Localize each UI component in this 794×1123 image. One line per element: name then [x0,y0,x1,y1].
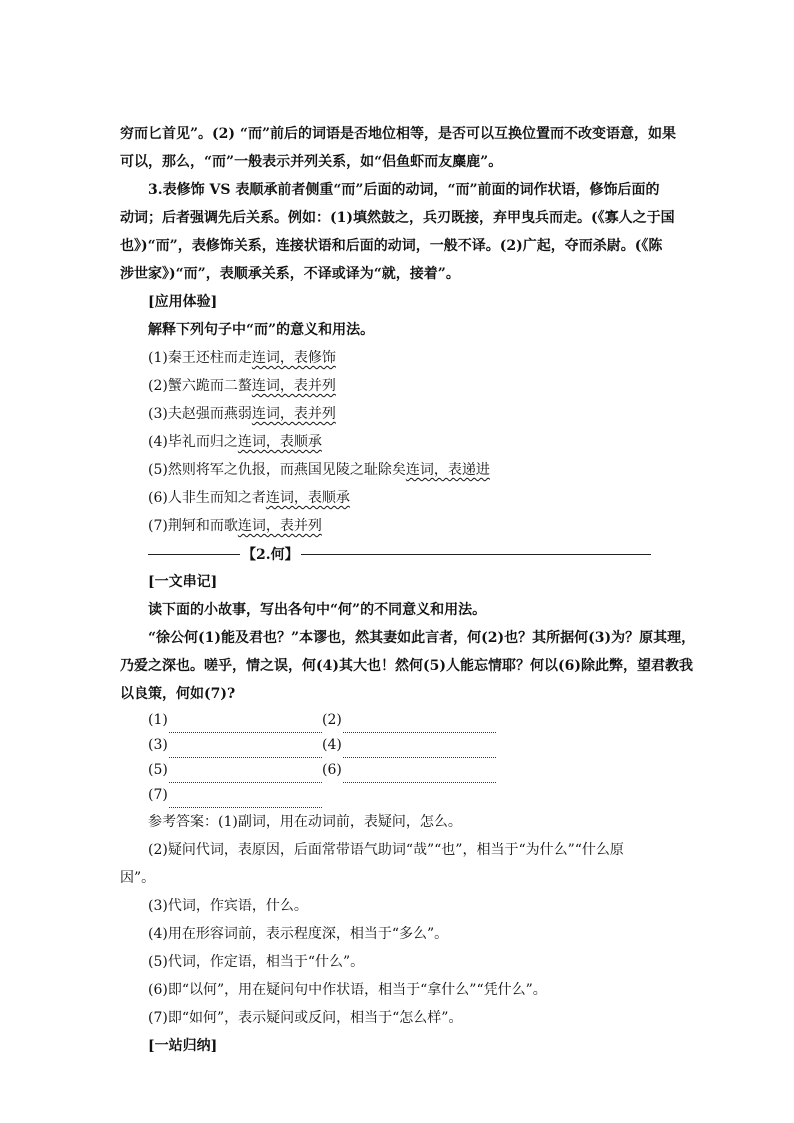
paragraph-line: 动词；后者强调先后关系。例如：(1)填然鼓之，兵刃既接，弃甲曳兵而走。(《寡人之于国 [120,210,675,226]
blank-number: (5) [148,762,168,778]
blank-line [343,715,496,733]
paragraph-line: 可以，那么，“而”一般表示并列关系，如“侣鱼虾而友麋鹿”。 [120,154,503,170]
divider-rule [148,554,240,555]
answer-blanks-row [120,733,676,758]
blank-number: (2) [322,712,342,728]
answer-blank[interactable] [148,758,322,783]
paragraph-line: 穷而匕首见”。(2) “而”前后的词语是否地位相等，是否可以互换位置而不改变语意，如果 [120,126,677,142]
section-divider [120,540,676,568]
blank-number: (7) [148,787,168,803]
answer-text: 连词，表顺承 [265,490,350,506]
story-line: “徐公何(1)能及君也？”本谬也，然其妻如此言者，何(2)也？其所据何(3)为？原其理， [148,630,696,646]
question-text: (5)然则将军之仇报，而燕国见陵之耻除矣 [148,462,406,478]
answer-text: 连词，表递进 [405,462,490,478]
question-text: (2)蟹六跪而二螯 [148,378,252,394]
question-text: (7)荆轲和而歌 [148,518,238,534]
answer-blanks-row [120,708,676,733]
answer-text: 连词，表修饰 [251,350,336,366]
blank-number: (1) [148,712,168,728]
reference-answer: (2)疑问代词，表原因，后面常带语气助词“哉”“也”，相当于“为什么”“什么原 [148,842,624,858]
reference-answer: (3)代词，作宾语，什么。 [148,898,308,914]
exercise-item [120,372,676,400]
blank-number: (3) [148,737,168,753]
paragraph-line: 涉世家》)“而”，表顺承关系，不译或译为“就，接着”。 [120,266,460,282]
answer-text: 连词，表并列 [251,406,336,422]
instruction-text: 解释下列句子中“而”的意义和用法。 [148,322,375,338]
blank-number: (6) [322,762,342,778]
blank-number: (4) [322,737,342,753]
reference-answer: (5)代词，作定语，相当于“什么”。 [148,954,365,970]
question-text: (3)夫赵强而燕弱 [148,406,252,422]
document-content [120,120,696,1060]
blank-line [343,740,496,758]
instruction-text: 读下面的小故事，写出各句中“何”的不同意义和用法。 [148,602,487,618]
divider-rule [301,554,651,555]
blank-line [343,765,496,783]
reference-answer: (7)即“如何”，表示疑问或反问，相当于“怎么样”。 [148,1010,463,1026]
exercise-item [120,344,676,372]
question-text: (1)秦王还柱而走 [148,350,252,366]
reference-answer: (6)即“以何”，用在疑问句中作状语，相当于“拿什么”“凭什么”。 [148,982,547,998]
answer-blanks-row [120,758,676,783]
blank-line [169,715,322,733]
answer-text: 连词，表并列 [251,378,336,394]
answer-blank[interactable] [148,733,322,758]
blank-line [169,765,322,783]
section-heading-summary: [一站归纳] [148,1038,218,1054]
section-heading-application: [应用体验] [148,294,218,310]
answer-blank[interactable] [322,733,496,758]
exercise-item [120,428,676,456]
answer-blanks-row [120,783,676,808]
story-line: 以良策，何如(7)? [120,686,236,702]
section-title: 【2.何】 [242,547,299,563]
story-line: 乃爱之深也。嗟乎，情之误，何(4)其大也！然何(5)人能忘情耶？何以(6)除此弊，望君教我 [120,658,693,674]
question-text: (6)人非生而知之者 [148,490,266,506]
exercise-item [120,400,676,428]
answer-text: 连词，表顺承 [237,434,322,450]
reference-answer: (4)用在形容词前，表示程度深，相当于“多么”。 [148,926,449,942]
exercise-item [120,484,676,512]
answer-blank[interactable] [148,708,322,733]
answer-blank[interactable] [322,758,496,783]
answer-blank[interactable] [322,708,496,733]
answer-text: 连词，表并列 [237,518,322,534]
question-text: (4)毕礼而归之 [148,434,238,450]
reference-answer: 参考答案：(1)副词，用在动词前，表疑问，怎么。 [148,814,462,830]
exercise-item [120,512,676,540]
paragraph-line: 3.表修饰 VS 表顺承前者侧重“而”后面的动词，“而”前面的词作状语，修饰后面的 [148,182,660,198]
reference-answer: 因”。 [120,870,156,886]
exercise-item [120,456,676,484]
blank-line [169,740,322,758]
blank-line [169,790,322,808]
answer-blank[interactable] [148,783,322,808]
paragraph-line: 也》)“而”，表修饰关系，连接状语和后面的动词，一般不译。(2)广起，夺而杀尉。(《陈 [120,238,663,254]
section-heading-story: [一文串记] [148,574,218,590]
